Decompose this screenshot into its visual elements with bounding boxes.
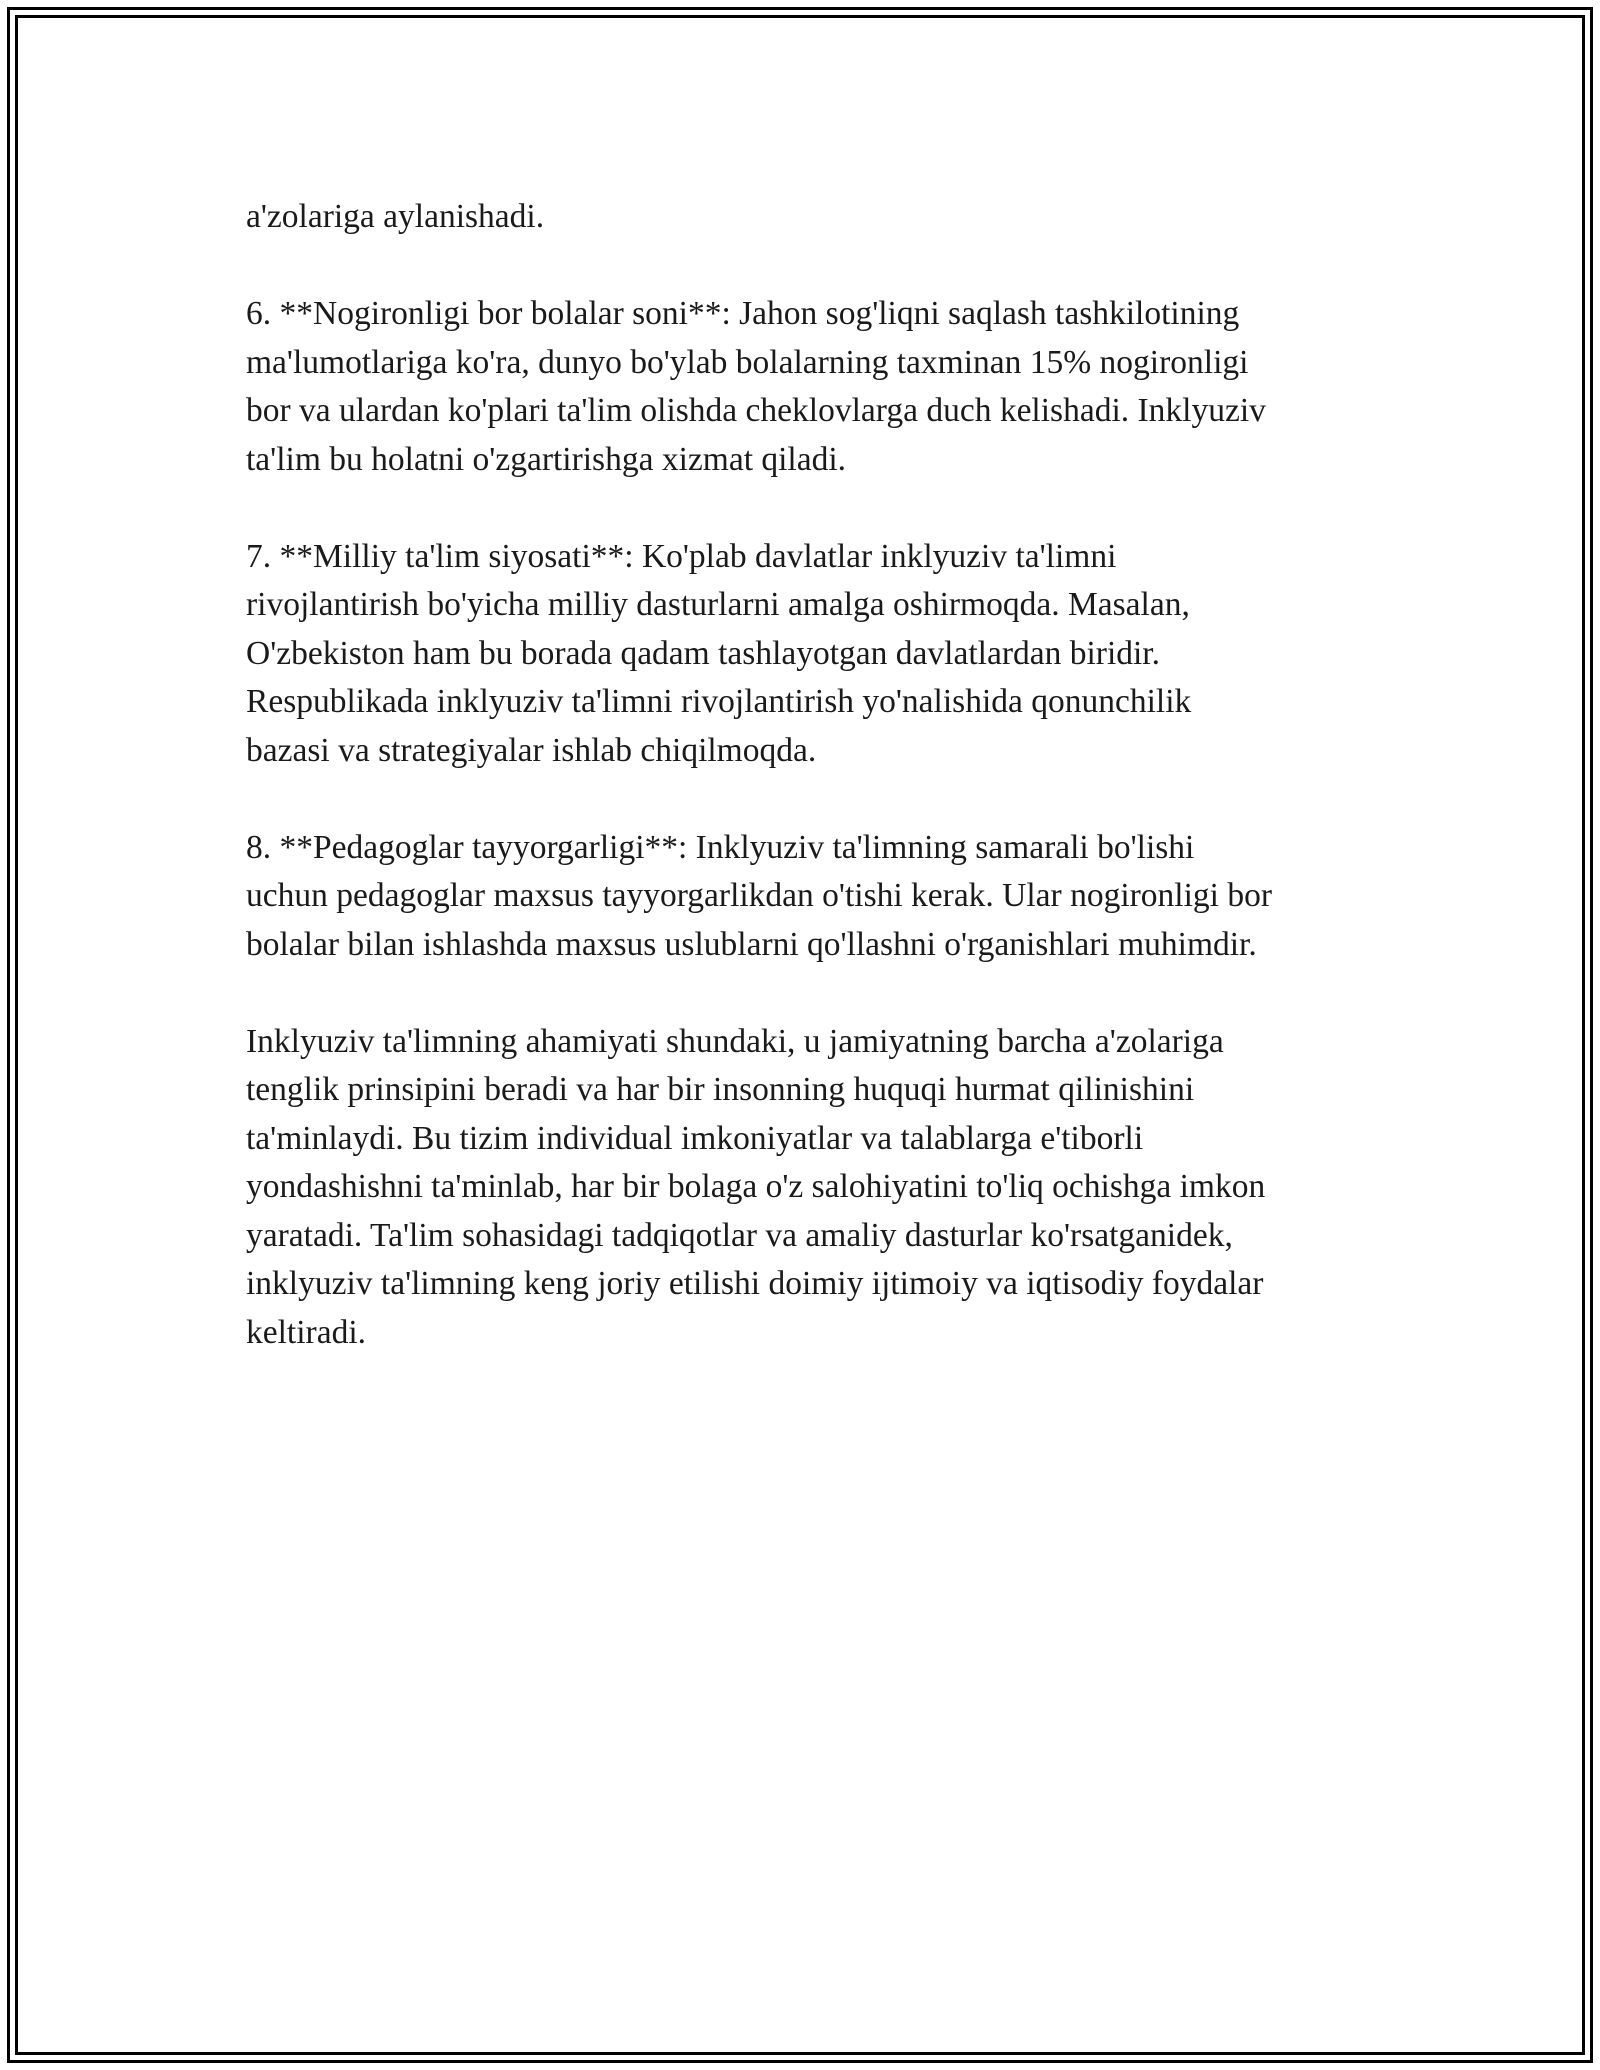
text-line: yondashishni ta'minlab, har bir bolaga o'z salohiyatini to'liq ochishga imkon: [246, 1168, 1266, 1205]
text-line: 8. **Pedagoglar tayyorgarligi**: Inklyuziv ta'limning samarali bo'lishi: [246, 828, 1195, 866]
text-line: tenglik prinsipini beradi va har bir insonning huquqi hurmat qilinishini: [246, 1071, 1195, 1108]
text-line: bor va ulardan ko'plari ta'lim olishda cheklovlarga duch kelishadi. Inklyuziv: [246, 392, 1266, 429]
paragraph-item-6: [246, 290, 1396, 484]
text-line: Respublikada inklyuziv ta'limni rivojlantirish yo'nalishida qonunchilik: [246, 683, 1192, 720]
text-line: ta'lim bu holatni o'zgartirishga xizmat qiladi.: [246, 440, 847, 478]
text-line: bazasi va strategiyalar ishlab chiqilmoqda.: [246, 731, 817, 769]
text-line: bolalar bilan ishlashda maxsus uslublarni qo'llashni o'rganishlari muhimdir.: [246, 925, 1257, 963]
text-line: inklyuziv ta'limning keng joriy etilishi doimiy ijtimoiy va iqtisodiy foydalar: [246, 1265, 1264, 1302]
page-frame: [7, 7, 1593, 2063]
text-line: rivojlantirish bo'yicha milliy dasturlarni amalga oshirmoqda. Masalan,: [246, 586, 1190, 623]
text-line: Inklyuziv ta'limning ahamiyati shundaki, u jamiyatning barcha a'zolariga: [246, 1022, 1224, 1060]
text-line: ta'minlaydi. Bu tizim individual imkoniyatlar va talablarga e'tiborli: [246, 1119, 1144, 1157]
paragraph-continuation: [246, 193, 1396, 242]
paragraph-item-7: [246, 533, 1396, 776]
text-line: yaratadi. Ta'lim sohasidagi tadqiqotlar va amaliy dasturlar ko'rsatganidek,: [246, 1216, 1233, 1254]
paragraph-item-8: [246, 824, 1396, 970]
text-line: 6. **Nogironligi bor bolalar soni**: Jahon sog'liqni saqlash tashkilotining: [246, 295, 1240, 332]
text-line: a'zolariga aylanishadi.: [246, 198, 545, 235]
text-line: O'zbekiston ham bu borada qadam tashlayotgan davlatlardan biridir.: [246, 634, 1160, 672]
text-line: 7. **Milliy ta'lim siyosati**: Ko'plab davlatlar inklyuziv ta'limni: [246, 537, 1117, 575]
paragraph-conclusion: [246, 1018, 1396, 1358]
text-line: uchun pedagoglar maxsus tayyorgarlikdan o'tishi kerak. Ular nogironligi bor: [246, 877, 1273, 914]
text-line: ma'lumotlariga ko'ra, dunyo bo'ylab bolalarning taxminan 15% nogironligi: [246, 343, 1249, 381]
document-body: [246, 193, 1396, 1406]
text-line: keltiradi.: [246, 1313, 366, 1351]
